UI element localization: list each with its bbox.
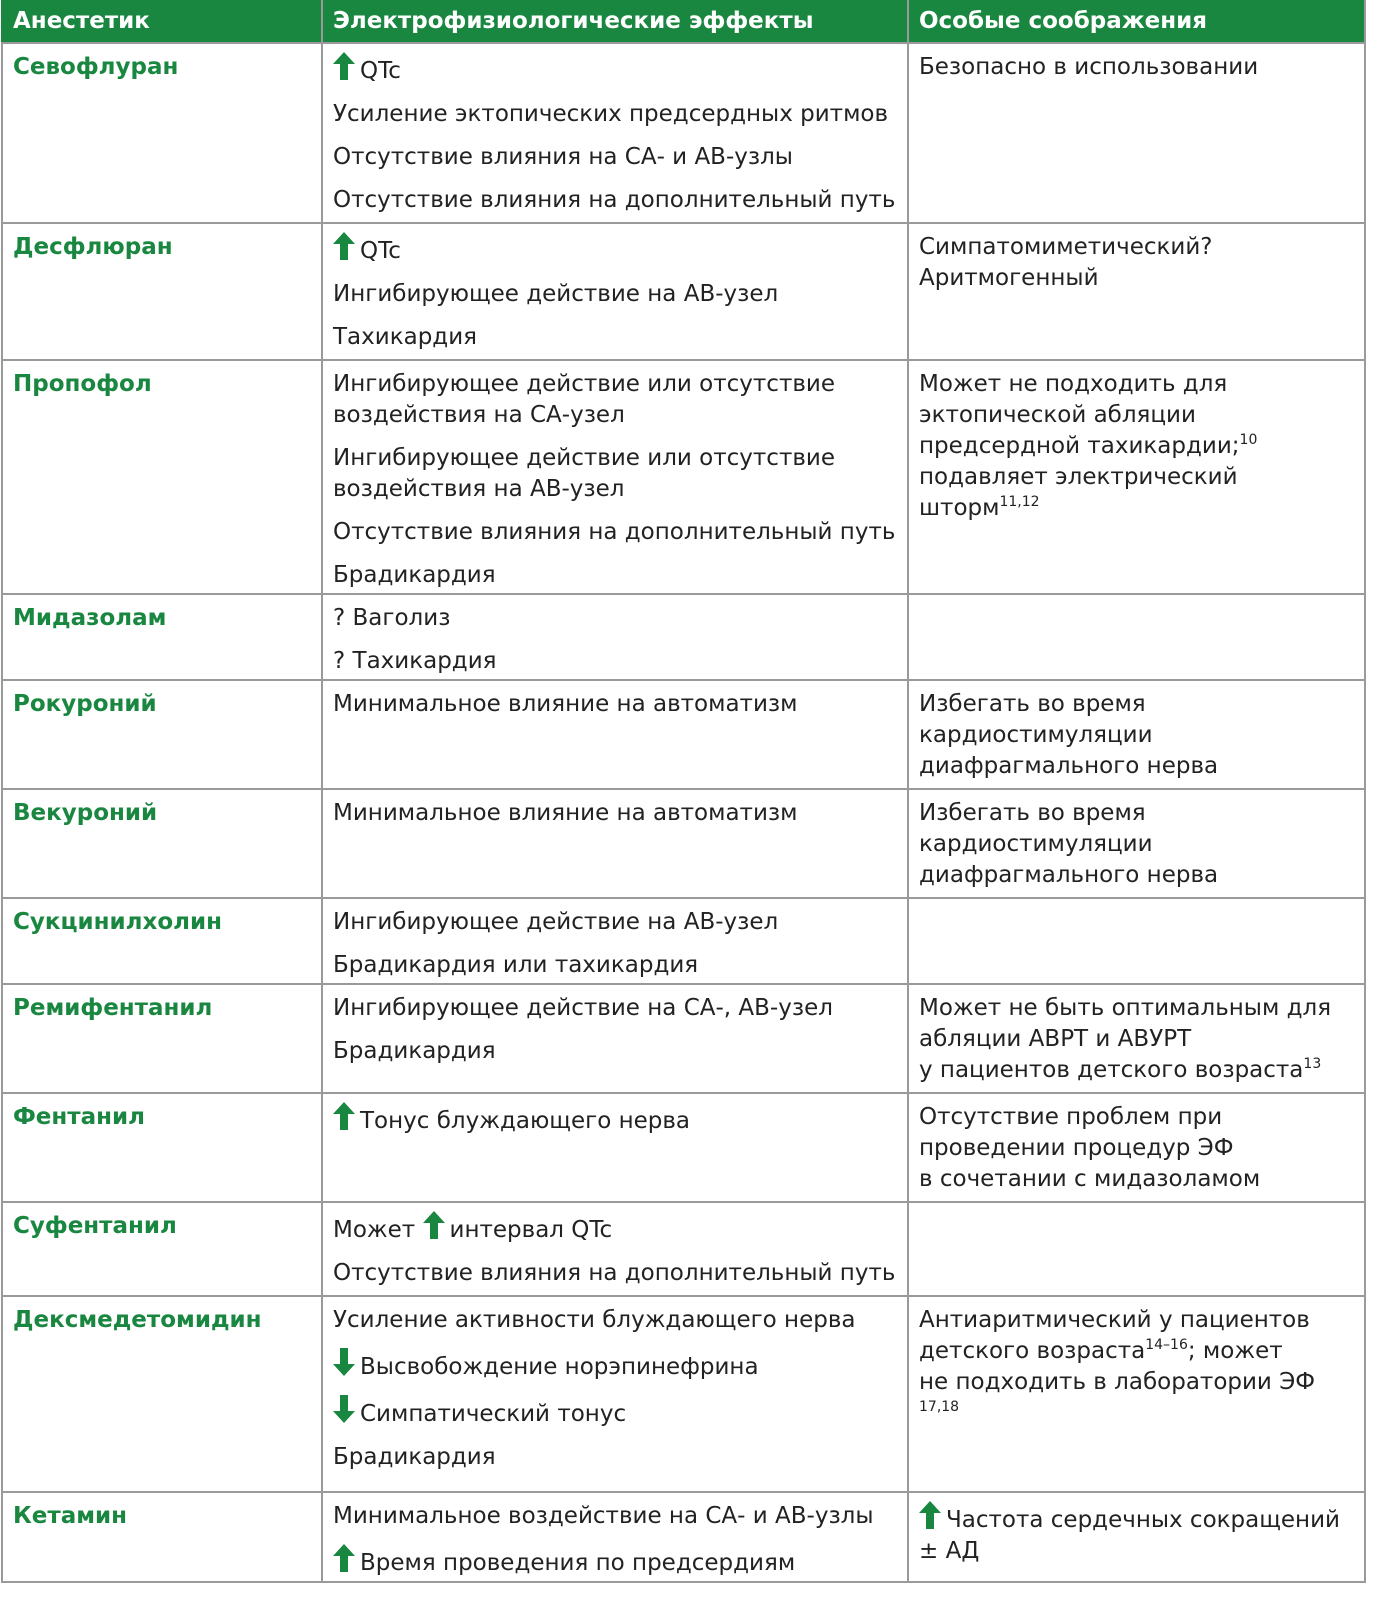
note-line: [919, 1164, 1354, 1195]
notes-cell: [908, 1093, 1365, 1202]
table-row: [2, 594, 1365, 680]
effect-line-text: Время проведения по предсердиям: [360, 1550, 796, 1576]
reference-superscript: 10: [1239, 432, 1258, 448]
notes-cell: [908, 789, 1365, 898]
anesthetic-name: Дексмедетомидин: [2, 1296, 322, 1492]
effect-line: [333, 907, 897, 938]
note-line-text: в сочетании с мидазоламом: [919, 1166, 1261, 1192]
note-line-text: Безопасно в использовании: [919, 54, 1259, 80]
effect-line: [333, 950, 897, 981]
note-line-text: Частота сердечных сокращений: [946, 1507, 1340, 1533]
note-line: [919, 860, 1354, 891]
note-line: [919, 52, 1354, 83]
effect-line: [333, 1211, 897, 1246]
effect-line: [333, 603, 897, 634]
effect-line-prefix: Может: [333, 1217, 416, 1243]
effect-line: [333, 52, 897, 87]
anesthetic-name: Десфлюран: [2, 223, 322, 360]
note-line-text: Отсутствие проблем при: [919, 1104, 1223, 1130]
effect-line-text: Брадикардия: [333, 562, 496, 588]
effect-line-text: Ингибирующее действие или отсутствие воздействия на АВ-узел: [333, 445, 835, 502]
header-anesthetic: Анестетик: [2, 0, 322, 43]
effect-line-text: Минимальное воздействие на СА- и АВ-узлы: [333, 1503, 874, 1529]
effect-line-text: ? Ваголиз: [333, 605, 451, 631]
effect-line-text: QTc: [360, 238, 401, 264]
effects-cell: [322, 898, 908, 984]
effect-line: [333, 99, 897, 130]
effect-line-text: Отсутствие влияния на дополнительный путь: [333, 187, 896, 213]
table-row: [2, 360, 1365, 594]
effect-line: [333, 1442, 897, 1473]
table-row: [2, 680, 1365, 789]
effects-cell: [322, 1202, 908, 1296]
effect-line-text: интервал QTc: [449, 1217, 613, 1243]
arrow-down-icon: [333, 1395, 355, 1423]
table-row: [2, 789, 1365, 898]
note-line-text: Избегать во время: [919, 691, 1146, 717]
note-line-text: диафрагмального нерва: [919, 753, 1219, 779]
note-line-text: у пациентов детского возраста: [919, 1057, 1304, 1083]
arrow-up-icon: [919, 1501, 941, 1529]
anesthetic-name: Рокуроний: [2, 680, 322, 789]
effect-line-text: Ингибирующее действие на АВ-узел: [333, 909, 779, 935]
notes-cell: [908, 360, 1365, 594]
notes-cell: [908, 898, 1365, 984]
effect-line: [333, 560, 897, 591]
note-line-text: Может не подходить для: [919, 371, 1228, 397]
note-line-text: детского возраста: [919, 1338, 1146, 1364]
arrow-up-icon: [333, 1544, 355, 1572]
header-notes: Особые соображения: [908, 0, 1365, 43]
note-line: [919, 1024, 1354, 1055]
note-line: [919, 462, 1354, 493]
note-line-text: проведении процедур ЭФ: [919, 1135, 1234, 1161]
effect-line-text: Брадикардия: [333, 1444, 496, 1470]
anesthetic-name: Суфентанил: [2, 1202, 322, 1296]
note-line: [919, 1501, 1354, 1536]
note-line: [919, 1398, 1354, 1429]
reference-superscript: 14–16: [1145, 1337, 1188, 1353]
effects-cell: [322, 1093, 908, 1202]
anesthetics-table: [1, 0, 1366, 1583]
effect-line-text: Усиление эктопических предсердных ритмов: [333, 101, 889, 127]
note-line-text: кардиостимуляции: [919, 722, 1153, 748]
effect-line-text: Тонус блуждающего нерва: [360, 1108, 691, 1134]
anesthetic-name: Ремифентанил: [2, 984, 322, 1093]
effects-cell: [322, 43, 908, 223]
note-line: [919, 400, 1354, 431]
effect-line-text: Брадикардия или тахикардия: [333, 952, 699, 978]
effect-line-text: Отсутствие влияния на дополнительный путь: [333, 1260, 896, 1286]
note-line-text: Симпатомиметический?: [919, 234, 1213, 260]
note-line: [919, 829, 1354, 860]
header-effects: Электрофизиологические эффекты: [322, 0, 908, 43]
effect-line: [333, 279, 897, 310]
effect-line-text: Тахикардия: [333, 324, 477, 350]
note-line-text: диафрагмального нерва: [919, 862, 1219, 888]
anesthetic-name: Векуроний: [2, 789, 322, 898]
effects-cell: [322, 223, 908, 360]
reference-superscript: 11,12: [999, 494, 1040, 510]
note-line: [919, 689, 1354, 720]
note-line: [919, 798, 1354, 829]
notes-cell: [908, 680, 1365, 789]
effect-line: [333, 1258, 897, 1289]
effect-line-text: Минимальное влияние на автоматизм: [333, 691, 798, 717]
effect-line-text: Отсутствие влияния на дополнительный путь: [333, 519, 896, 545]
reference-superscript: 17,18: [919, 1399, 960, 1415]
effect-line-text: QTc: [360, 58, 401, 84]
arrow-down-icon: [333, 1348, 355, 1376]
effect-line-text: ? Тахикардия: [333, 648, 497, 674]
effect-line-text: Ингибирующее действие или отсутствие воздействия на СА-узел: [333, 371, 835, 428]
note-line: [919, 232, 1354, 263]
note-line: [919, 493, 1354, 524]
note-line: [919, 1102, 1354, 1133]
note-line: [919, 720, 1354, 751]
note-line: [919, 1367, 1354, 1398]
effect-line: [333, 1544, 897, 1579]
arrow-up-icon: [333, 232, 355, 260]
table-row: [2, 1492, 1365, 1582]
effects-cell: [322, 1492, 908, 1582]
effect-line: [333, 798, 897, 829]
effect-line-text: Ингибирующее действие на АВ-узел: [333, 281, 779, 307]
table-row: [2, 1093, 1365, 1202]
effect-line: [333, 1348, 897, 1383]
anesthetic-name: Фентанил: [2, 1093, 322, 1202]
effects-cell: [322, 594, 908, 680]
table-row: [2, 1202, 1365, 1296]
table-row: [2, 223, 1365, 360]
notes-cell: [908, 43, 1365, 223]
effect-line: [333, 1305, 897, 1336]
notes-cell: [908, 1492, 1365, 1582]
effect-line: [333, 185, 897, 216]
effect-line: [333, 232, 897, 267]
effect-line: [333, 1395, 897, 1430]
effects-cell: [322, 680, 908, 789]
note-line: [919, 1536, 1354, 1567]
note-line-text: Аритмогенный: [919, 265, 1099, 291]
effect-line: [333, 1036, 897, 1067]
effect-line-text: Брадикардия: [333, 1038, 496, 1064]
arrow-up-icon: [423, 1211, 445, 1239]
effects-cell: [322, 360, 908, 594]
note-line: [919, 1336, 1354, 1367]
effect-line: [333, 322, 897, 353]
note-line-text: шторм: [919, 495, 1000, 521]
effect-line: [333, 517, 897, 548]
effect-line: [333, 443, 897, 505]
effect-line: [333, 142, 897, 173]
note-line: [919, 431, 1354, 462]
note-line-text: абляции АВРТ и АВУРТ: [919, 1026, 1192, 1052]
note-line-text-after: ; может: [1187, 1338, 1283, 1364]
effects-cell: [322, 789, 908, 898]
effect-line: [333, 369, 897, 431]
table-header-row: [2, 0, 1365, 43]
effect-line-text: Ингибирующее действие на СА-, АВ-узел: [333, 995, 833, 1021]
note-line: [919, 1133, 1354, 1164]
effect-line-text: Высвобождение норэпинефрина: [360, 1354, 759, 1380]
effect-line: [333, 993, 897, 1024]
note-line-text: Антиаритмический у пациентов: [919, 1307, 1310, 1333]
table-row: [2, 898, 1365, 984]
effects-cell: [322, 984, 908, 1093]
arrow-up-icon: [333, 1102, 355, 1130]
effect-line-text: Симпатический тонус: [360, 1401, 627, 1427]
effect-line: [333, 1501, 897, 1532]
notes-cell: [908, 1202, 1365, 1296]
note-line: [919, 751, 1354, 782]
note-line: [919, 993, 1354, 1024]
note-line: [919, 1055, 1354, 1086]
anesthetic-name: Пропофол: [2, 360, 322, 594]
note-line: [919, 369, 1354, 400]
note-line-text: Избегать во время: [919, 800, 1146, 826]
note-line-text: не подходить в лаборатории ЭФ: [919, 1369, 1316, 1395]
note-line-text: подавляет электрический: [919, 464, 1238, 490]
note-line-text: кардиостимуляции: [919, 831, 1153, 857]
effect-line: [333, 689, 897, 720]
effect-line-text: Усиление активности блуждающего нерва: [333, 1307, 856, 1333]
effect-line-text: Минимальное влияние на автоматизм: [333, 800, 798, 826]
anesthetic-name: Сукцинилхолин: [2, 898, 322, 984]
notes-cell: [908, 223, 1365, 360]
effects-cell: [322, 1296, 908, 1492]
note-line: [919, 1305, 1354, 1336]
table-row: [2, 984, 1365, 1093]
note-line-text: эктопической абляции: [919, 402, 1196, 428]
effect-line: [333, 646, 897, 677]
note-line-text: предсердной тахикардии;: [919, 433, 1240, 459]
table-row: [2, 43, 1365, 223]
notes-cell: [908, 984, 1365, 1093]
effect-line: [333, 1102, 897, 1137]
notes-cell: [908, 594, 1365, 680]
effect-line-text: Отсутствие влияния на СА- и АВ-узлы: [333, 144, 793, 170]
reference-superscript: 13: [1303, 1056, 1322, 1072]
anesthetic-name: Севофлуран: [2, 43, 322, 223]
note-line-text: Может не быть оптимальным для: [919, 995, 1332, 1021]
notes-cell: [908, 1296, 1365, 1492]
arrow-up-icon: [333, 52, 355, 80]
table-row: [2, 1296, 1365, 1492]
note-line-text: ± АД: [919, 1538, 980, 1564]
anesthetic-name: Кетамин: [2, 1492, 322, 1582]
note-line: [919, 263, 1354, 294]
anesthetic-name: Мидазолам: [2, 594, 322, 680]
